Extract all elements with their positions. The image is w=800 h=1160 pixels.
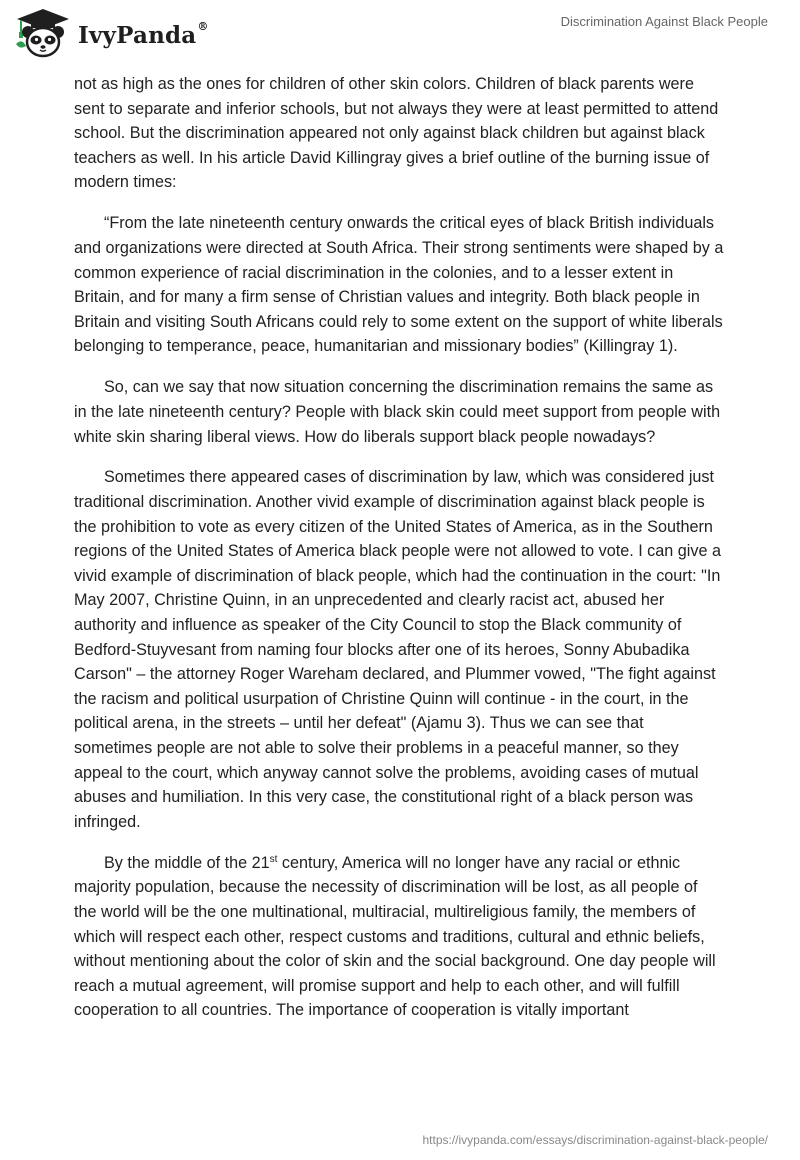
- paragraph-4: Sometimes there appeared cases of discrimination by law, which was considered just traditional discrimination. Another vivid example of discrimination against black people is the prohibition to vote as every citizen of the United States of America, as in the Southern regions of the United States of America black people were not allowed to vote. I can give a vivid example of discrimination of black people, which had the continuation in the court: "In May 2007, Christine Quinn, in an unprecedented and clearly racist act, abused her authority and influence as speaker of the City Council to stop the Black community of Bedford-Stuyvesant from naming four blocks after one of its heroes, Sonny Abubadika Carson" – the attorney Roger Wareham declared, and Plummer vowed, "The fight against the racism and political usurpation of Christine Quinn will continue - in the court, in the political arena, in the streets – until her defeat" (Ajamu 3). Thus we can see that sometimes people are not able to solve their problems in a peaceful manner, so they appeal to the court, which anyway cannot solve the problems, avoiding cases of mutual abuses and humiliation. In this very case, the constitutional right of a black person was infringed.: [74, 468, 721, 831]
- logo-wordmark: IvyPanda®: [78, 19, 209, 49]
- registered-mark: ®: [197, 19, 209, 33]
- ivypanda-logo[interactable]: [14, 8, 209, 60]
- essay-body: [74, 72, 724, 1039]
- paragraph-5-start: By the middle of the 21: [104, 853, 270, 872]
- page-header: [0, 0, 800, 70]
- paragraph-quote: “From the late nineteenth century onwards the critical eyes of black British individuals and organizations were directed at South Africa. Their strong sentiments were shaped by a common experience of racial discrimination in the colonies, and to a lesser extent in Britain, and for many a firm sense of Christian values and integrity. Both black people in Britain and visiting South Africans could rely to some extent on the support of white liberals belonging to temperance, peace, humanitarian and missionary bodies” (Killingray 1).: [74, 214, 724, 356]
- paragraph-5: [74, 851, 724, 1023]
- ordinal-suffix: st: [269, 853, 278, 865]
- paragraph-3: So, can we say that now situation concerning the discrimination remains the same as in the late nineteenth century? People with black skin could meet support from people with white skin sharing liberal views. How do liberals support black people nowadays?: [74, 378, 721, 446]
- panda-graduate-icon: [14, 8, 72, 60]
- document-title: Discrimination Against Black People: [560, 14, 768, 29]
- source-url-link[interactable]: https://ivypanda.com/essays/discrimination-against-black-people/: [422, 1133, 768, 1147]
- paragraph-1: not as high as the ones for children of other skin colors. Children of black parents were sent to separate and inferior schools, but not always they were at least permitted to attend school. But the discrimination appeared not only against black children but against black teachers as well. In his article David Killingray gives a brief outline of the burning issue of modern times:: [74, 75, 719, 192]
- paragraph-5-rest: century, America will no longer have any racial or ethnic majority population, because the necessity of discrimination will be lost, as all people of the world will be the one multinational, multiracial, multireligious family, the members of which will respect each other, respect customs and traditions, cultural and ethnic beliefs, without mentioning about the color of skin and the social background. One day people will reach a mutual agreement, will promise support and help to each other, and will fulfill cooperation to all countries. The importance of cooperation is vitally important: [74, 853, 716, 1020]
